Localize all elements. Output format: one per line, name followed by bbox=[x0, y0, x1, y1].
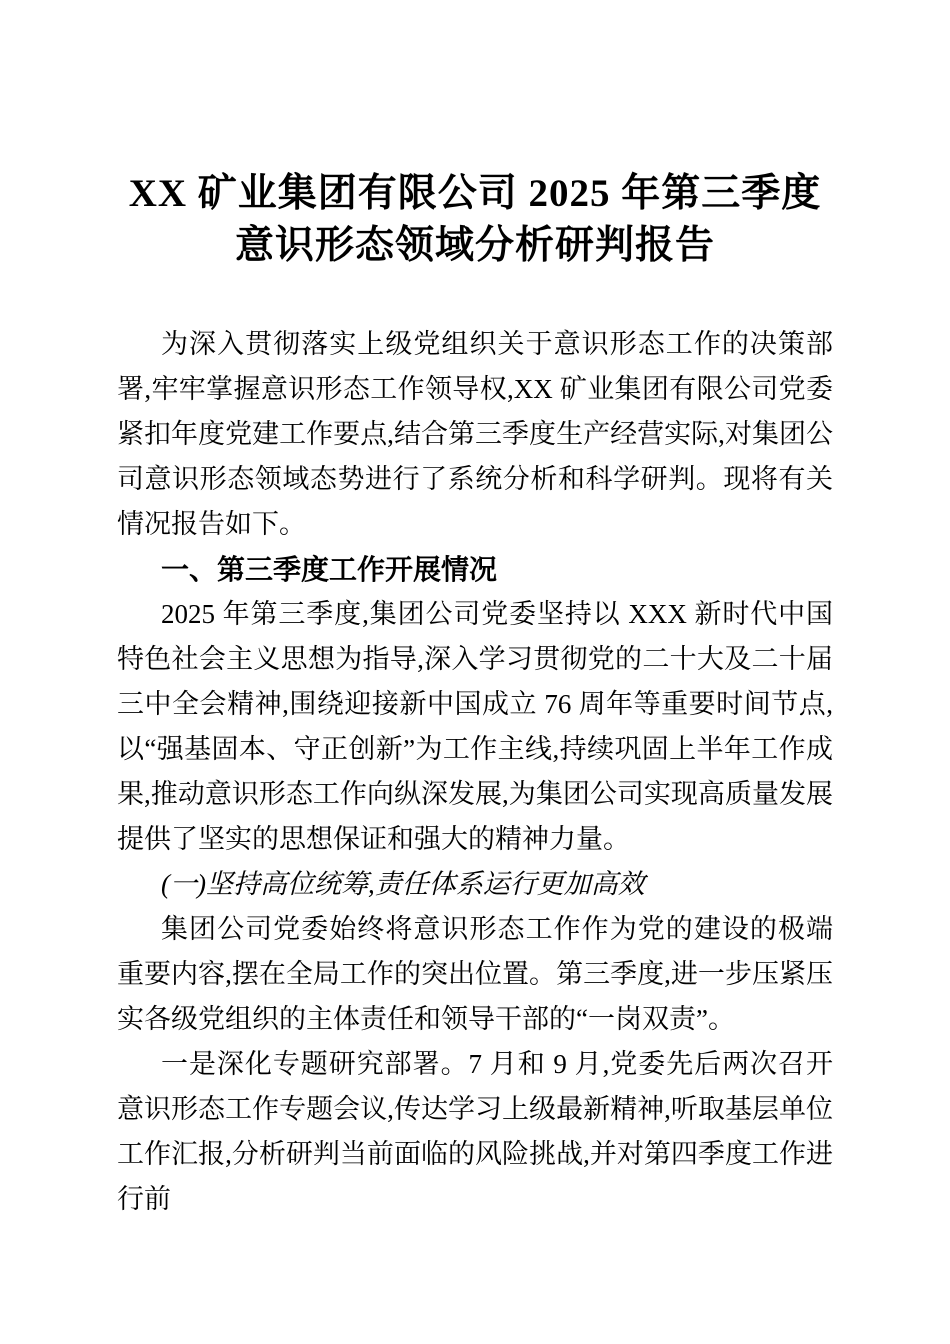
section1-heading: 一、第三季度工作开展情况 bbox=[161, 554, 498, 585]
section1-overview-paragraph: 2025 年第三季度,集团公司党委坚持以 XXX 新时代中国特色社会主义思想为指导,深入学习贯彻党的二十大及二十届三中全会精神,围绕迎接新中国成立 76 周年等重要时间节点,以“强基固本、守正创新”为工作主线,持续巩固上半年工作成果,推动意识形态工作向纵深发展,为集团公司实现高质量发展提供了坚实的思想保证和强大的精神力量。 bbox=[117, 599, 833, 854]
document-title bbox=[70, 168, 880, 272]
section1-sub1-paragraph1: 集团公司党委始终将意识形态工作作为党的建设的极端重要内容,摆在全局工作的突出位置。第三季度,进一步压紧压实各级党组织的主体责任和领导干部的“一岗双责”。 bbox=[117, 914, 833, 1034]
document-title-line1: XX 矿业集团有限公司 2025 年第三季度 bbox=[128, 172, 822, 215]
section1-sub1-heading: (一)坚持高位统筹,责任体系运行更加高效 bbox=[161, 869, 645, 899]
document-title-line2: 意识形态领域分析研判报告 bbox=[234, 224, 715, 267]
intro-paragraph: 为深入贯彻落实上级党组织关于意识形态工作的决策部署,牢牢掌握意识形态工作领导权,XX 矿业集团有限公司党委紧扣年度党建工作要点,结合第三季度生产经营实际,对集团公司意识形态领域态势进行了系统分析和科学研判。现将有关情况报告如下。 bbox=[117, 329, 833, 539]
section1-sub1-paragraph2: 一是深化专题研究部署。7 月和 9 月,党委先后两次召开意识形态工作专题会议,传达学习上级最新精神,听取基层单位工作汇报,分析研判当前面临的风险挑战,并对第四季度工作进行前 bbox=[117, 1049, 833, 1214]
document-body bbox=[117, 322, 833, 1222]
